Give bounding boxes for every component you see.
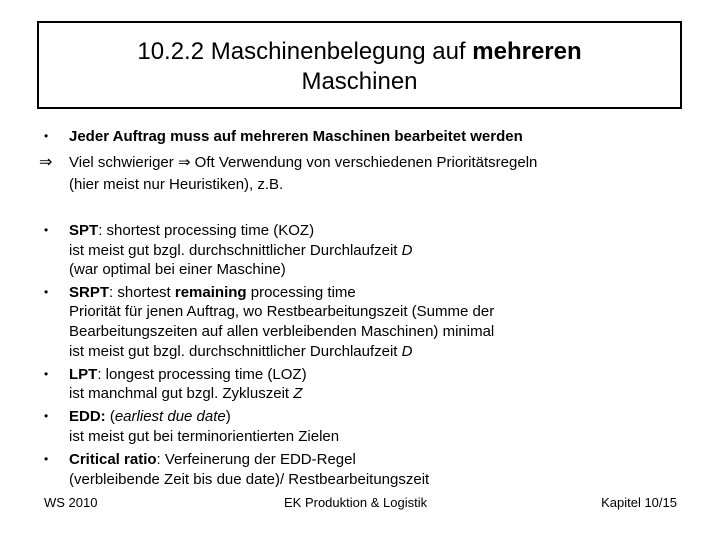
rule-abbr: EDD: — [69, 408, 106, 425]
title-bold-word: mehreren — [472, 38, 582, 65]
implies-arrow: ⇒ — [39, 154, 53, 171]
intro-arrow-text: Viel schwieriger ⇒ Oft Verwendung von verschiedenen Prioritätsregeln — [69, 154, 538, 171]
bullet-marker: • — [44, 367, 49, 381]
slide-title — [39, 37, 680, 97]
implies-arrow-inline: ⇒ — [177, 154, 191, 171]
title-part1: 10.2.2 Maschinenbelegung auf — [137, 38, 473, 65]
bullet-marker: • — [44, 223, 49, 237]
bullet-marker: • — [44, 129, 49, 143]
bullet-marker: • — [44, 285, 49, 299]
title-box — [37, 21, 682, 109]
footer-center: EK Produktion & Logistik — [284, 495, 428, 510]
rule-abbr: SPT — [69, 222, 99, 239]
rule-abbr: LPT — [69, 366, 98, 383]
intro-arrow-text-2: (hier meist nur Heuristiken), z.B. — [69, 176, 284, 193]
rule-abbr: Critical ratio — [69, 451, 157, 468]
title-part3: Maschinen — [301, 68, 418, 95]
rule-abbr: SRPT — [69, 284, 110, 301]
footer-right: Kapitel 10/15 — [601, 495, 677, 510]
bullet-marker: • — [44, 409, 49, 423]
bullet-marker: • — [44, 452, 49, 466]
intro-bullet-text: Jeder Auftrag muss auf mehreren Maschinen bearbeitet werden — [69, 128, 523, 145]
footer-left: WS 2010 — [44, 495, 98, 510]
